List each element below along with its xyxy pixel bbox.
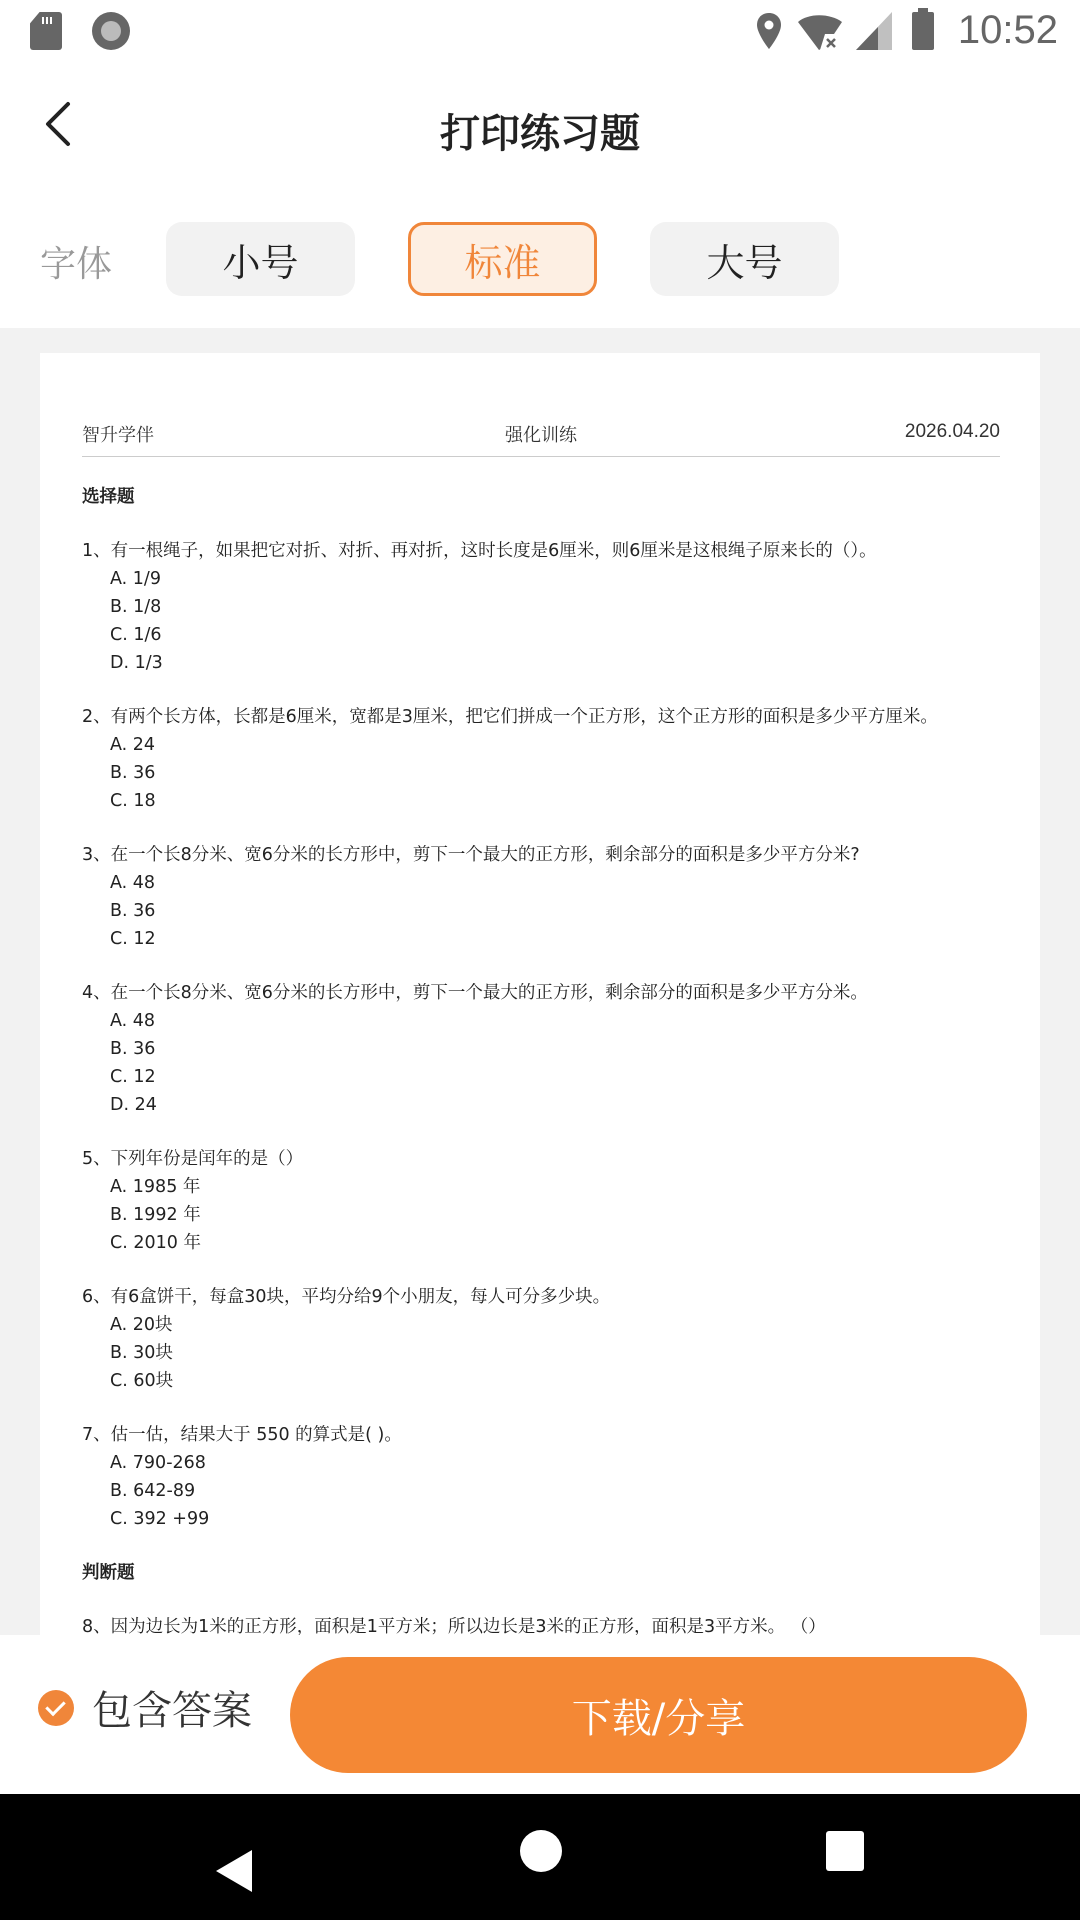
question-8 (82, 1613, 1000, 1635)
paper-brand: 智升学伴 (82, 425, 154, 446)
question-option: A. 1/9 (110, 569, 161, 589)
question-stem: 2、有两个长方体，长都是6厘米，宽都是3厘米，把它们拼成一个正方形，这个正方形的面积是多少平方厘米。 (82, 707, 938, 727)
question-5 (82, 1145, 1000, 1257)
question-stem: 4、在一个长8分米、宽6分米的长方形中，剪下一个最大的正方形，剩余部分的面积是多少平方分米。 (82, 983, 868, 1003)
question-option: B. 1992 年 (110, 1205, 201, 1225)
question-option: D. 24 (110, 1095, 157, 1115)
nav-back-icon[interactable] (216, 1850, 252, 1892)
signal-icon (856, 12, 892, 50)
question-option: C. 12 (110, 1067, 156, 1087)
system-nav-bar (0, 1794, 1080, 1920)
question-7 (82, 1421, 1000, 1533)
question-stem: 8、因为边长为1米的正方形，面积是1平方米；所以边长是3米的正方形，面积是3平方米。 （） (82, 1617, 826, 1635)
print-preview-paper (40, 353, 1040, 1635)
page-title: 打印练习题 (440, 111, 640, 157)
question-2 (82, 703, 1000, 815)
paper-date: 2026.04.20 (904, 421, 1000, 442)
font-size-label: 字体 (40, 244, 113, 285)
question-option: B. 1/8 (110, 597, 162, 617)
checkmark-circle-icon (38, 1690, 74, 1726)
question-option: A. 20块 (110, 1315, 173, 1335)
font-size-selector (0, 194, 1080, 328)
question-3 (82, 841, 1000, 953)
sd-card-icon (30, 12, 62, 50)
question-option: B. 36 (110, 1039, 156, 1059)
question-option: B. 36 (110, 763, 156, 783)
paper-body (82, 483, 1000, 1635)
record-icon (92, 12, 130, 50)
question-6 (82, 1283, 1000, 1395)
question-stem: 1、有一根绳子，如果把它对折、对折、再对折，这时长度是6厘米，则6厘米是这根绳子原来长的（）。 (82, 541, 877, 561)
question-option: A. 1985 年 (110, 1177, 201, 1197)
nav-recents-icon[interactable] (826, 1831, 864, 1871)
paper-subtitle: 强化训练 (505, 425, 577, 446)
question-4 (82, 979, 1000, 1119)
paper-header (82, 421, 1000, 457)
question-option: C. 60块 (110, 1371, 174, 1391)
print-preview-scroll-area[interactable] (0, 328, 1080, 1635)
status-time: 10:52 (957, 8, 1058, 52)
question-option: D. 1/3 (110, 653, 163, 673)
font-size-small-button[interactable]: 小号 (166, 222, 355, 296)
location-icon (756, 12, 782, 50)
bottom-action-bar (0, 1635, 1080, 1794)
question-option: B. 642-89 (110, 1481, 196, 1501)
question-option: C. 392 +99 (110, 1509, 210, 1529)
question-option: C. 12 (110, 929, 156, 949)
font-size-large-button[interactable]: 大号 (650, 222, 839, 296)
download-share-button[interactable]: 下载/分享 (290, 1657, 1027, 1773)
nav-home-icon[interactable] (520, 1830, 562, 1872)
wifi-off-icon (796, 12, 842, 50)
battery-icon (912, 12, 934, 50)
question-option: C. 2010 年 (110, 1233, 201, 1253)
question-option: B. 30块 (110, 1343, 173, 1363)
question-option: A. 790-268 (110, 1453, 206, 1473)
font-size-standard-button[interactable]: 标准 (408, 222, 597, 296)
status-bar (0, 0, 1080, 64)
question-option: A. 48 (110, 1011, 156, 1031)
include-answers-label: 包含答案 (92, 1688, 252, 1734)
section-title-multiple-choice: 选择题 (82, 487, 135, 507)
question-stem: 6、有6盒饼干，每盒30块，平均分给9个小朋友，每人可分多少块。 (82, 1287, 611, 1307)
question-1 (82, 537, 1000, 677)
section-title-true-false: 判断题 (82, 1563, 135, 1583)
question-stem: 3、在一个长8分米、宽6分米的长方形中，剪下一个最大的正方形，剩余部分的面积是多少平方分米? (82, 845, 860, 865)
question-option: A. 24 (110, 735, 156, 755)
question-option: C. 1/6 (110, 625, 162, 645)
question-option: B. 36 (110, 901, 156, 921)
question-stem: 5、下列年份是闰年的是（） (82, 1149, 304, 1169)
question-stem: 7、估一估，结果大于 550 的算式是( )。 (82, 1425, 402, 1445)
header (0, 64, 1080, 194)
question-option: C. 18 (110, 791, 156, 811)
question-option: A. 48 (110, 873, 156, 893)
include-answers-checkbox[interactable] (38, 1679, 252, 1736)
